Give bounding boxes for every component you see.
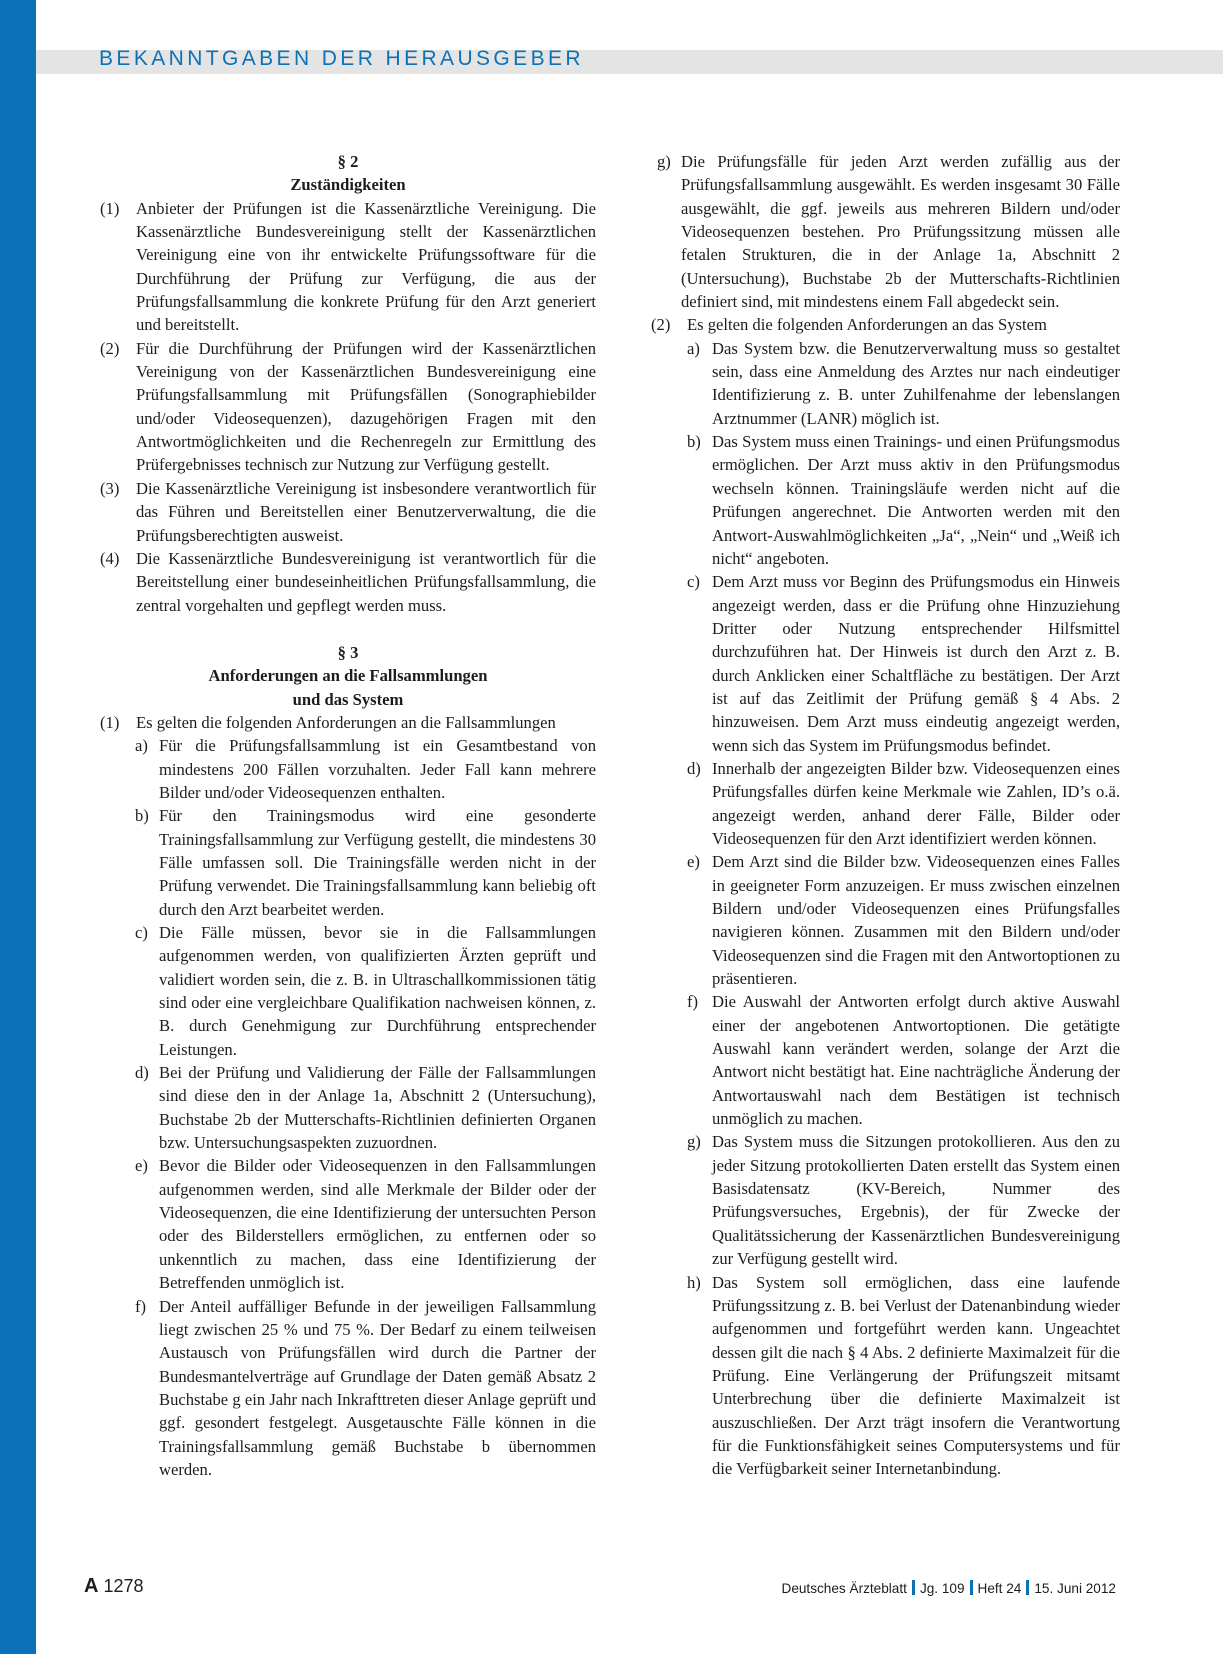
journal-volume: Jg. 109: [919, 1581, 965, 1596]
header-title: BEKANNTGABEN DER HERAUSGEBER: [99, 47, 584, 70]
section-2-title: Zuständigkeiten: [290, 175, 406, 195]
item-label: b): [135, 806, 149, 826]
item-label: d): [687, 758, 701, 778]
item-label: g): [657, 152, 671, 171]
item-text: Die Fälle müssen, bevor sie in die Fallsammlungen aufgenommen werden, von qualifizierten Ärzten geprüft und validiert worden sein, die z. B. in Ultraschallkommissionen tätig sind oder eine vergleichbare Qualifikation nachweisen können, z. B. durch Genehmigung zur Durchführung entsprechender Leistungen.: [159, 923, 596, 1059]
para-label: (1): [100, 712, 120, 732]
item-text: Die Prüfungsfälle für jeden Arzt werden zufällig aus der Prüfungsfallsammlung ausgewählt. Es werden insgesamt 30 Fälle ausgewählt, die ggf. jeweils aus mehreren Bildern und/oder Videosequenzen bestehen. Pro Prüfungssitzung müssen alle fetalen Strukturen, die in der Anlage 1a, Abschnitt 2 (Untersuchung), Buchstabe 2b der Mutterschafts-Richtlinien definiert sind, mit mindestens einem Fall abgedeckt sein.: [681, 152, 1120, 312]
item-text: Für den Trainingsmodus wird eine gesonderte Trainingsfallsammlung zur Verfügung gestellt, die mindestens 30 Fälle umfassen soll. Die Trainingsfälle werden nicht in der Prüfung verwendet. Die Trainingsfallsammlung kann beliebig oft durch den Arzt bearbeitet werden.: [159, 806, 596, 919]
item-label: h): [687, 1272, 701, 1292]
section-2-para-3: [100, 477, 596, 547]
section-3-para-2-item-d: [681, 757, 1120, 850]
item-text: Dem Arzt muss vor Beginn des Prüfungsmodus ein Hinweis angezeigt werden, dass er die Prüfung ohne Hinzuziehung Dritter oder Nutzung entsprechender Hilfsmittel durchzuführen hat. Der Hinweis ist durch den Arzt z. B. durch Anklicken einer Schaltfläche zu bestätigen. Der Arzt ist auf das Zeitlimit der Prüfung gemäß § 4 Abs. 2 hinzuweisen. Dem Arzt muss eindeutig angezeigt werden, wenn sich das System im Prüfungsmodus befindet.: [712, 572, 1120, 755]
left-column: [100, 150, 596, 1481]
section-3-para-1-item-b: [100, 804, 596, 921]
item-label: a): [687, 338, 700, 358]
section-3-number: § 3: [337, 642, 359, 662]
para-text: Es gelten die folgenden Anforderungen an das System: [687, 315, 1047, 335]
para-label: (2): [100, 338, 120, 358]
item-label: g): [687, 1132, 701, 1152]
page-prefix: A: [84, 1575, 99, 1597]
item-label: d): [135, 1063, 149, 1083]
footer-separator: [970, 1580, 973, 1595]
section-3-title-line-1: Anforderungen an die Fallsammlungen: [208, 666, 488, 686]
page-number: [84, 1575, 144, 1598]
item-text: Der Anteil auffälliger Befunde in der jeweiligen Fallsammlung liegt zwischen 25 % und 75 %. Der Bedarf zu einem teilweisen Austausch von Prüfungsfällen wird durch die Partner der Bundesmantelverträge auf Grundlage der Daten gemäß Absatz 2 Buchstabe g ein Jahr nach Inkrafttreten dieser Anlage geprüft und ggf. gesondert festgelegt. Ausgetauschte Fälle können in die Trainingsfallsammlung gemäß Buchstabe b übernommen werden.: [159, 1296, 596, 1479]
section-2-para-2: [100, 337, 596, 477]
section-3-para-1-item-c: [100, 921, 596, 1061]
section-2-para-4: [100, 547, 596, 617]
section-3-para-2: [651, 313, 1120, 336]
section-3-para-2-item-e: [681, 850, 1120, 990]
item-text: Bei der Prüfung und Validierung der Fälle der Fallsammlungen sind diese den in der Anlage 1a, Abschnitt 2 (Untersuchung), Buchstabe 2b der Mutterschafts-Richtlinien definierten Organen bzw. Untersuchungsaspekten zuzuordnen.: [159, 1063, 596, 1153]
section-3-para-2-item-c: [681, 570, 1120, 757]
journal-name: Deutsches Ärzteblatt: [781, 1581, 907, 1596]
para-text: Anbieter der Prüfungen ist die Kassenärztliche Vereinigung. Die Kassenärztliche Bundesvereinigung stellt der Kassenärztlichen Vereinigung eine von ihr entwickelte Prüfungssoftware für die Durchführung der Prüfung zur Verfügung, die aus der Prüfungsfallsammlung die konkrete Prüfung für den Arzt generiert und bereitstellt.: [136, 198, 596, 335]
item-text: Das System muss einen Trainings- und einen Prüfungsmodus ermöglichen. Der Arzt muss aktiv in den Prüfungsmodus wechseln können. Trainingsläufe werden nicht auf die Prüfungen angerechnet. Die Antworten werden mit den Antwort-Auswahlmöglichkeiten „Ja“, „Nein“ und „Weiß ich nicht“ angeboten.: [712, 432, 1120, 568]
para-label: (1): [100, 198, 120, 218]
section-3-para-1-item-e: [100, 1154, 596, 1294]
para-label: (4): [100, 548, 120, 568]
para-text: Für die Durchführung der Prüfungen wird der Kassenärztlichen Vereinigung von der Kassenärztlichen Bundesvereinigung eine Prüfungsfallsammlung mit Prüfungsfällen (Sonographiebilder und/oder Videosequenzen), dazugehörigen Fragen mit den Antwortmöglichkeiten und die Rechenregeln zur Ermittlung des Prüfergebnisses technisch zur Nutzung zur Verfügung gestellt.: [136, 338, 596, 475]
item-label: c): [135, 923, 148, 942]
side-accent-bar: [0, 0, 36, 1654]
para-label: (3): [100, 478, 120, 498]
journal-footer: [782, 1580, 1117, 1596]
journal-issue: Heft 24: [977, 1581, 1022, 1596]
section-3-para-2-item-a: [681, 337, 1120, 430]
item-label: e): [135, 1156, 148, 1176]
section-3-title-line-2: und das System: [292, 689, 404, 709]
section-3-para-1-item-f: [100, 1295, 596, 1482]
journal-date: 15. Juni 2012: [1034, 1581, 1116, 1596]
item-text: Das System soll ermöglichen, dass eine laufende Prüfungssitzung z. B. bei Verlust der Datenanbindung wieder aufgenommen und fortgeführt werden kann. Ungeachtet dessen gilt die nach § 4 Abs. 2 definierte Maximalzeit für die Prüfung. Eine Verlängerung der Prüfungszeit mitsamt Unterbrechung über die definierte Maximalzeit ist auszuschließen. Der Arzt trägt insofern die Verantwortung für die Funktionsfähigkeit seines Computersystems und für die Verfügbarkeit seiner Internetanbindung.: [712, 1272, 1120, 1479]
section-3-para-2-item-h: [681, 1271, 1120, 1481]
item-text: Dem Arzt sind die Bilder bzw. Videosequenzen eines Falles in geeigneter Form anzuzeigen. Er muss zwischen einzelnen Bildern und/oder Videosequenzen eines Prüfungsfalles navigieren können. Zusammen mit den Bildern und/oder Videosequenzen sind die Fragen mit den Antwortoptionen zu präsentieren.: [712, 852, 1120, 989]
para-text: Die Kassenärztliche Bundesvereinigung ist verantwortlich für die Bereitstellung einer bundeseinheitlichen Prüfungsfallsammlung, die zentral vorgehalten und gepflegt werden muss.: [136, 548, 596, 615]
section-3-para-2-item-f: [681, 990, 1120, 1130]
item-text: Das System bzw. die Benutzerverwaltung muss so gestaltet sein, dass eine Anmeldung des Arztes nur nach eindeutiger Identifizierung z. B. unter Zuhilfenahme der lebenslangen Arztnummer (LANR) möglich ist.: [712, 338, 1120, 428]
item-label: f): [135, 1296, 147, 1316]
item-label: a): [135, 736, 148, 756]
item-text: Das System muss die Sitzungen protokollieren. Aus den zu jeder Sitzung protokollierten Daten erstellt das System einen Basisdatensatz (KV-Bereich, Nummer des Prüfungsversuches, Ergebnis), der für Zwecke der Qualitätssicherung der Kassenärztlichen Bundesvereinigung zur Verfügung gestellt wird.: [712, 1132, 1120, 1269]
section-3-para-2-item-b: [681, 430, 1120, 570]
section-3-para-1: [100, 711, 596, 734]
section-2-number: § 2: [337, 152, 359, 171]
footer-separator: [1026, 1580, 1029, 1595]
section-3-para-2-item-g: [681, 1130, 1120, 1270]
section-2-para-1: [100, 197, 596, 337]
item-label: c): [687, 572, 700, 592]
item-text: Bevor die Bilder oder Videosequenzen in den Fallsammlungen aufgenommen werden, sind alle Merkmale der Bilder oder der Videosequenzen, die eine Identifizierung der untersuchten Person oder des Bilderstellers ermöglichen, zu entfernen oder so unkenntlich zu machen, dass eine Identifizierung der Betreffenden unmöglich ist.: [159, 1156, 596, 1293]
footer-separator: [912, 1580, 915, 1595]
item-label: f): [687, 992, 699, 1012]
item-text: Die Auswahl der Antworten erfolgt durch aktive Auswahl einer der angebotenen Antwortoptionen. Die getätigte Auswahl kann verändert werden, solange der Arzt die Antwort nicht bestätigt hat. Eine nachträgliche Änderung der Antwortauswahl nach dem Bestätigen ist technisch unmöglich zu machen.: [712, 992, 1120, 1129]
section-3-para-1-item-d: [100, 1061, 596, 1154]
item-label: e): [687, 852, 700, 872]
right-column: [651, 150, 1120, 1481]
para-text: Es gelten die folgenden Anforderungen an die Fallsammlungen: [136, 712, 556, 732]
para-text: Die Kassenärztliche Vereinigung ist insbesondere verantwortlich für das Führen und Bereitstellen einer Benutzerverwaltung, die die Prüfungsberechtigten ausweist.: [136, 478, 596, 545]
section-3-para-1-item-a: [100, 734, 596, 804]
page-number-value: 1278: [103, 1576, 144, 1596]
para-label: (2): [651, 315, 671, 335]
item-text: Für die Prüfungsfallsammlung ist ein Gesamtbestand von mindestens 200 Fällen vorzuhalten. Jeder Fall kann mehrere Bilder und/oder Videosequenzen enthalten.: [159, 736, 596, 802]
item-label: b): [687, 432, 701, 452]
item-text: Innerhalb der angezeigten Bilder bzw. Videosequenzen eines Prüfungsfalles dürfen keine Merkmale wie Zahlen, ID’s o.ä. angezeigt werden, anhand derer Fälle, Bilder oder Videosequenzen für den Arzt identifiziert werden können.: [712, 758, 1120, 848]
section-3-para-1-item-g: [651, 150, 1120, 313]
